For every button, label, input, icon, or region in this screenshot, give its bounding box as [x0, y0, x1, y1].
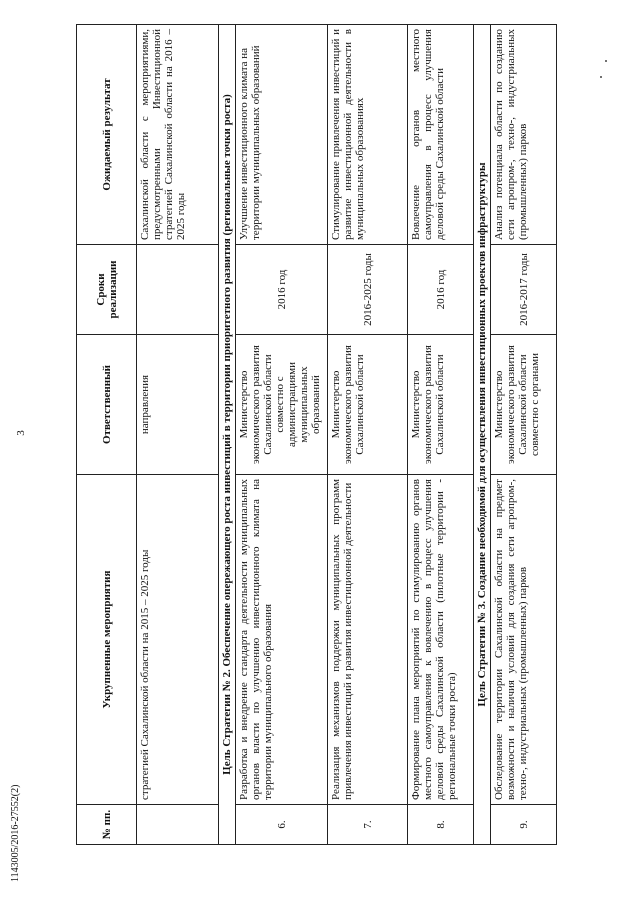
cell-responsible: направления	[137, 335, 219, 475]
cell-event: Формирование плана мероприятий по стимулированию органов местного самоуправления к вовлечению в процесс улучшения деловой среды Сахалинской области (пилотные территории - региональные точки роста)	[408, 475, 474, 805]
table-header-row	[77, 25, 137, 845]
table-row	[236, 25, 328, 845]
cell-event: стратегией Сахалинской области на 2015 – 2025 годы	[137, 475, 219, 805]
cell-term: 2016-2025 годы	[328, 245, 408, 335]
cell-responsible: Министерство экономического развития Сахалинской области	[408, 335, 474, 475]
cell-event: Обследование территории Сахалинской области на предмет возможности и наличия условий для создания сети агропром-, техно-, индустриальных (промышленных) парков	[491, 475, 557, 805]
document-code: 1143005/2016-27552(2)	[10, 784, 21, 882]
header-event: Укрупненные мероприятия	[77, 475, 137, 805]
header-term: Сроки реализации	[77, 245, 137, 335]
cell-num: 6.	[236, 805, 328, 845]
cell-num: 8.	[408, 805, 474, 845]
cell-result: Стимулирование привлечения инвестиций и развитие инвестиционной деятельности в муниципальных образованиях	[328, 25, 408, 245]
table-row	[137, 25, 219, 845]
goal-2-heading: Цель Стратегии № 2. Обеспечение опережающего роста инвестиций в территории приоритетного развития (региональные точки роста)	[219, 25, 236, 845]
cell-responsible: Министерство экономического развития Сахалинской области совместно с администрациями муниципальных образований	[236, 335, 328, 475]
cell-num: 9.	[491, 805, 557, 845]
cell-term: 2016-2017 годы	[491, 245, 557, 335]
table-row	[491, 25, 557, 845]
cell-result: Улучшение инвестиционного климата на территории муниципальных образований	[236, 25, 328, 245]
cell-term: 2016 год	[408, 245, 474, 335]
table-row	[328, 25, 408, 845]
header-num: № пп.	[77, 805, 137, 845]
cell-num	[137, 805, 219, 845]
cell-num: 7.	[328, 805, 408, 845]
cell-event: Разработка и внедрение стандарта деятельности муниципальных органов власти по улучшению инвестиционного климата на территории муниципального образования	[236, 475, 328, 805]
cell-responsible: Министерство экономического развития Сахалинской области	[328, 335, 408, 475]
cell-responsible: Министерство экономического развития Сахалинской области совместно с органами	[491, 335, 557, 475]
cell-result: Анализ потенциала области по созданию сети агропром-, техно-, индустриальных (промышленных) парков	[491, 25, 557, 245]
cell-result: Вовлечение органов местного самоуправления в процесс улучшения деловой среды Сахалинской области	[408, 25, 474, 245]
goal-3-heading: Цель Стратегии № 3. Создание необходимой для осуществления инвестиционных проектов инфраструктуры	[474, 25, 491, 845]
goal-row	[219, 25, 236, 845]
cell-term: 2016 год	[236, 245, 328, 335]
measures-table	[76, 24, 557, 845]
cell-term	[137, 245, 219, 335]
rotated-table-container	[76, 25, 572, 845]
scan-speck	[600, 76, 602, 78]
table-row	[408, 25, 474, 845]
header-responsible: Ответственный	[77, 335, 137, 475]
page-number: 3	[15, 430, 27, 436]
cell-event: Реализация механизмов поддержки муниципальных программ привлечения инвестиций и развития инвестиционной деятельности	[328, 475, 408, 805]
cell-result: Сахалинской области с мероприятиями, предусмотренными Инвестиционной стратегией Сахалинской области на 2016 – 2025 годы	[137, 25, 219, 245]
scan-speck	[605, 60, 607, 62]
goal-row	[474, 25, 491, 845]
header-result: Ожидаемый результат	[77, 25, 137, 245]
